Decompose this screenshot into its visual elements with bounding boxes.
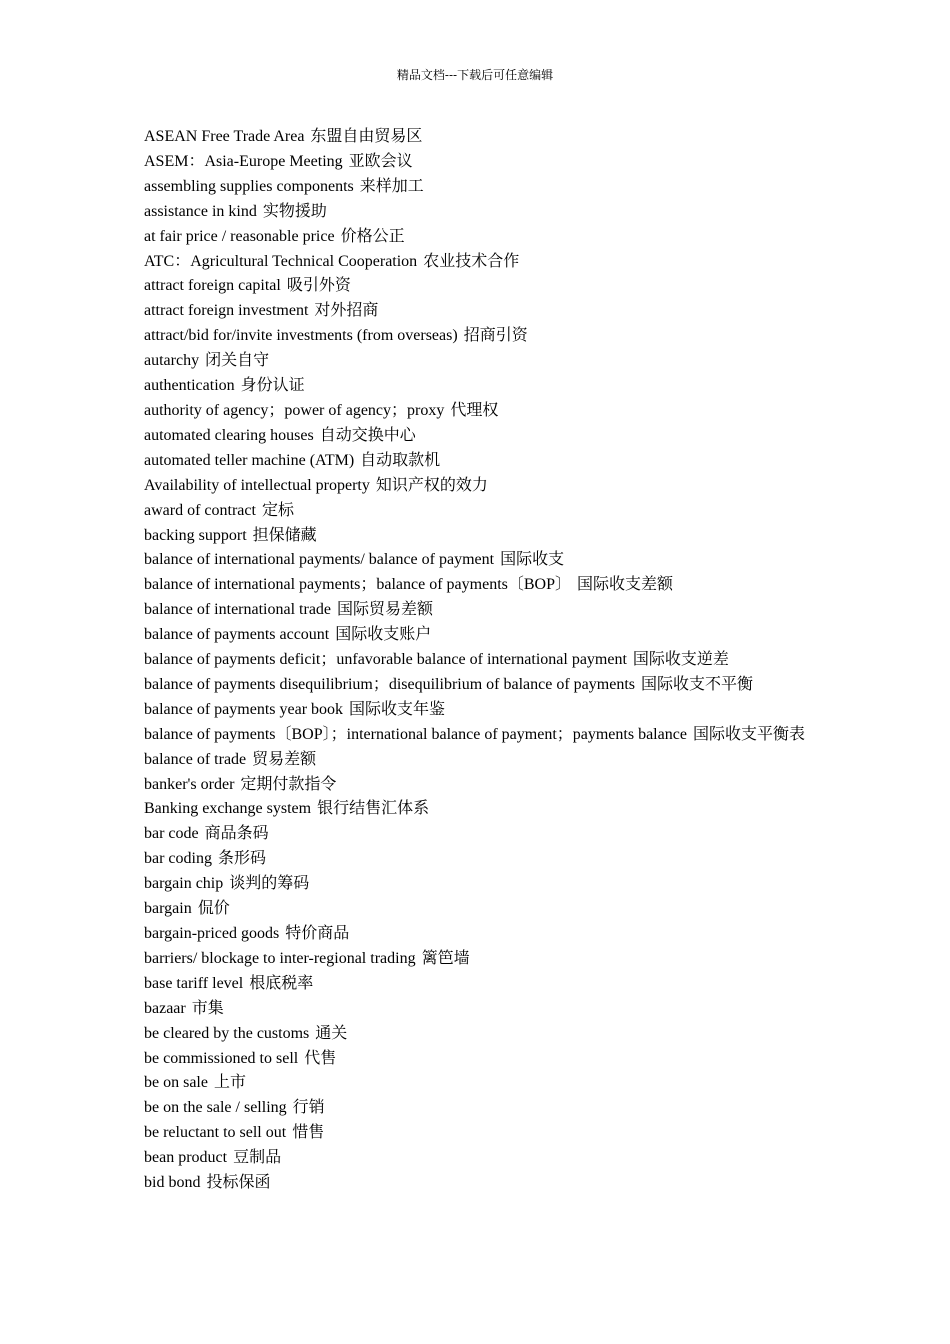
glossary-entry	[144, 897, 814, 922]
entry-term: authentication	[144, 377, 235, 395]
entry-term: attract foreign investment	[144, 302, 309, 320]
entry-translation: 国际贸易差额	[337, 601, 434, 619]
entry-term: barriers/ blockage to inter-regional trading	[144, 949, 416, 967]
glossary-entry	[144, 822, 814, 847]
entry-term: attract/bid for/invite investments (from overseas)	[144, 327, 458, 345]
glossary-entry	[144, 847, 814, 872]
entry-translation: 担保储藏	[252, 526, 317, 544]
entry-translation: 侃价	[197, 900, 230, 918]
entry-term: balance of international trade	[144, 601, 332, 619]
entry-translation: 国际收支	[500, 551, 565, 569]
entry-translation: 知识产权的效力	[375, 476, 488, 494]
entry-term: balance of trade	[144, 750, 247, 768]
entry-term: bazaar	[144, 999, 186, 1017]
glossary-entry	[144, 299, 814, 324]
glossary-entry	[144, 200, 814, 225]
glossary-entry	[144, 673, 814, 698]
entry-translation: 国际收支逆差	[632, 651, 729, 669]
glossary-entry	[144, 324, 814, 349]
entry-translation: 惜售	[292, 1124, 325, 1142]
entry-translation: 定标	[261, 501, 294, 519]
entry-translation: 身份认证	[240, 377, 305, 395]
entry-term: base tariff level	[144, 974, 244, 992]
entry-term: Availability of intellectual property	[144, 476, 370, 494]
entry-term: bean product	[144, 1149, 228, 1167]
entry-term: be cleared by the customs	[144, 1024, 310, 1042]
entry-translation: 上市	[213, 1074, 246, 1092]
entry-term: bar code	[144, 825, 199, 843]
entry-term: balance of payments〔BOP〕；international balance of payment；payments balance	[144, 725, 687, 743]
glossary-entry	[144, 947, 814, 972]
glossary-entry	[144, 424, 814, 449]
entry-translation: 行销	[292, 1099, 325, 1117]
entry-translation: 自动交换中心	[319, 426, 416, 444]
glossary-entry	[144, 225, 814, 250]
glossary-entry	[144, 648, 814, 673]
entry-term: bargain	[144, 900, 192, 918]
entry-term: autarchy	[144, 352, 200, 370]
glossary-entry	[144, 250, 814, 275]
glossary-entry	[144, 1146, 814, 1171]
entry-translation: 贸易差额	[252, 750, 317, 768]
glossary-entry	[144, 623, 814, 648]
glossary-entry	[144, 474, 814, 499]
entry-term: automated clearing houses	[144, 426, 314, 444]
entry-translation: 豆制品	[233, 1149, 282, 1167]
entry-translation: 国际收支差额	[577, 576, 674, 594]
glossary-entry	[144, 1121, 814, 1146]
entry-translation: 代理权	[450, 401, 499, 419]
glossary-entry	[144, 972, 814, 997]
entry-translation: 根底税率	[249, 974, 314, 992]
entry-translation: 吸引外资	[286, 277, 351, 295]
entry-translation: 东盟自由贸易区	[310, 128, 423, 145]
entry-translation: 特价商品	[285, 925, 350, 942]
glossary-entry	[144, 399, 814, 424]
entry-translation: 亚欧会议	[348, 152, 413, 170]
entry-translation: 市集	[191, 999, 224, 1017]
entry-term: assistance in kind	[144, 202, 257, 220]
entry-translation: 国际收支账户	[335, 626, 432, 644]
glossary-entry	[144, 573, 814, 598]
entry-translation: 对外招商	[314, 302, 379, 320]
glossary-entry	[144, 1096, 814, 1121]
entry-translation: 定期付款指令	[240, 775, 337, 793]
entry-term: ATC：Agricultural Technical Cooperation	[144, 252, 418, 270]
glossary-entry	[144, 872, 814, 897]
glossary-entry	[144, 524, 814, 549]
glossary-entry	[144, 1071, 814, 1096]
entry-term: balance of international payments；balance of payments〔BOP〕	[144, 576, 571, 594]
glossary-entry	[144, 1047, 814, 1072]
glossary-entry	[144, 499, 814, 524]
glossary-entry	[144, 1022, 814, 1047]
glossary-entry	[144, 773, 814, 798]
entry-translation: 国际收支年鉴	[349, 700, 446, 718]
glossary-entry	[144, 698, 814, 723]
entry-term: Banking exchange system	[144, 800, 312, 818]
entry-translation: 来样加工	[359, 177, 424, 195]
entry-term: at fair price / reasonable price	[144, 227, 335, 245]
entry-term: balance of payments account	[144, 626, 330, 644]
glossary-entry	[144, 797, 814, 822]
glossary-entry	[144, 125, 814, 150]
entry-term: bar coding	[144, 850, 212, 868]
entry-translation: 代售	[304, 1049, 337, 1067]
glossary-entry	[144, 548, 814, 573]
glossary-entry	[144, 1171, 814, 1196]
glossary-entry	[144, 598, 814, 623]
entry-term: award of contract	[144, 501, 256, 519]
entry-translation: 价格公正	[340, 227, 405, 245]
entry-term: bargain chip	[144, 875, 224, 893]
entry-translation: 谈判的筹码	[229, 875, 310, 893]
glossary-entry	[144, 748, 814, 773]
entry-translation: 闭关自守	[205, 352, 270, 370]
entry-term: bid bond	[144, 1174, 201, 1192]
entry-term: bargain-priced goods	[144, 925, 280, 942]
entry-term: be on sale	[144, 1074, 208, 1092]
entry-term: backing support	[144, 526, 247, 544]
glossary-entry	[144, 922, 814, 947]
entry-term: be reluctant to sell out	[144, 1124, 287, 1142]
entry-term: ASEAN Free Trade Area	[144, 128, 305, 145]
entry-translation: 自动取款机	[360, 451, 441, 469]
entry-term: balance of international payments/ balance of payment	[144, 551, 495, 569]
entry-translation: 投标保函	[206, 1174, 271, 1192]
glossary-entry	[144, 374, 814, 399]
entry-term: ASEM：Asia-Europe Meeting	[144, 152, 343, 170]
page-header: 精品文档---下载后可任意编辑	[396, 68, 554, 82]
entry-term: automated teller machine (ATM)	[144, 451, 355, 469]
entry-term: authority of agency；power of agency；proxy	[144, 401, 445, 419]
glossary-entry	[144, 349, 814, 374]
entry-term: balance of payments year book	[144, 700, 344, 718]
glossary-entry	[144, 449, 814, 474]
entry-translation: 商品条码	[204, 825, 269, 843]
entry-term: balance of payments deficit；unfavorable balance of international payment	[144, 651, 627, 669]
entry-term: be on the sale / selling	[144, 1099, 287, 1117]
entry-translation: 农业技术合作	[423, 252, 520, 270]
entry-translation: 实物援助	[262, 202, 327, 220]
entry-term: assembling supplies components	[144, 177, 354, 195]
entry-translation: 条形码	[217, 850, 266, 868]
entry-translation: 招商引资	[463, 327, 528, 345]
entry-term: be commissioned to sell	[144, 1049, 299, 1067]
entry-translation: 通关	[315, 1024, 348, 1042]
entry-term: balance of payments disequilibrium；disequilibrium of balance of payments	[144, 675, 635, 693]
entry-term: attract foreign capital	[144, 277, 281, 295]
entry-term: banker's order	[144, 775, 235, 793]
glossary-entry	[144, 150, 814, 175]
glossary-entry	[144, 175, 814, 200]
entry-translation: 国际收支不平衡	[641, 675, 754, 693]
glossary-entry	[144, 274, 814, 299]
glossary-list	[144, 125, 814, 1196]
glossary-entry	[144, 997, 814, 1022]
entry-translation: 篱笆墙	[421, 949, 470, 967]
entry-translation: 银行结售汇体系	[317, 800, 430, 818]
entry-translation: 国际收支平衡表	[692, 725, 805, 743]
glossary-entry	[144, 723, 814, 748]
